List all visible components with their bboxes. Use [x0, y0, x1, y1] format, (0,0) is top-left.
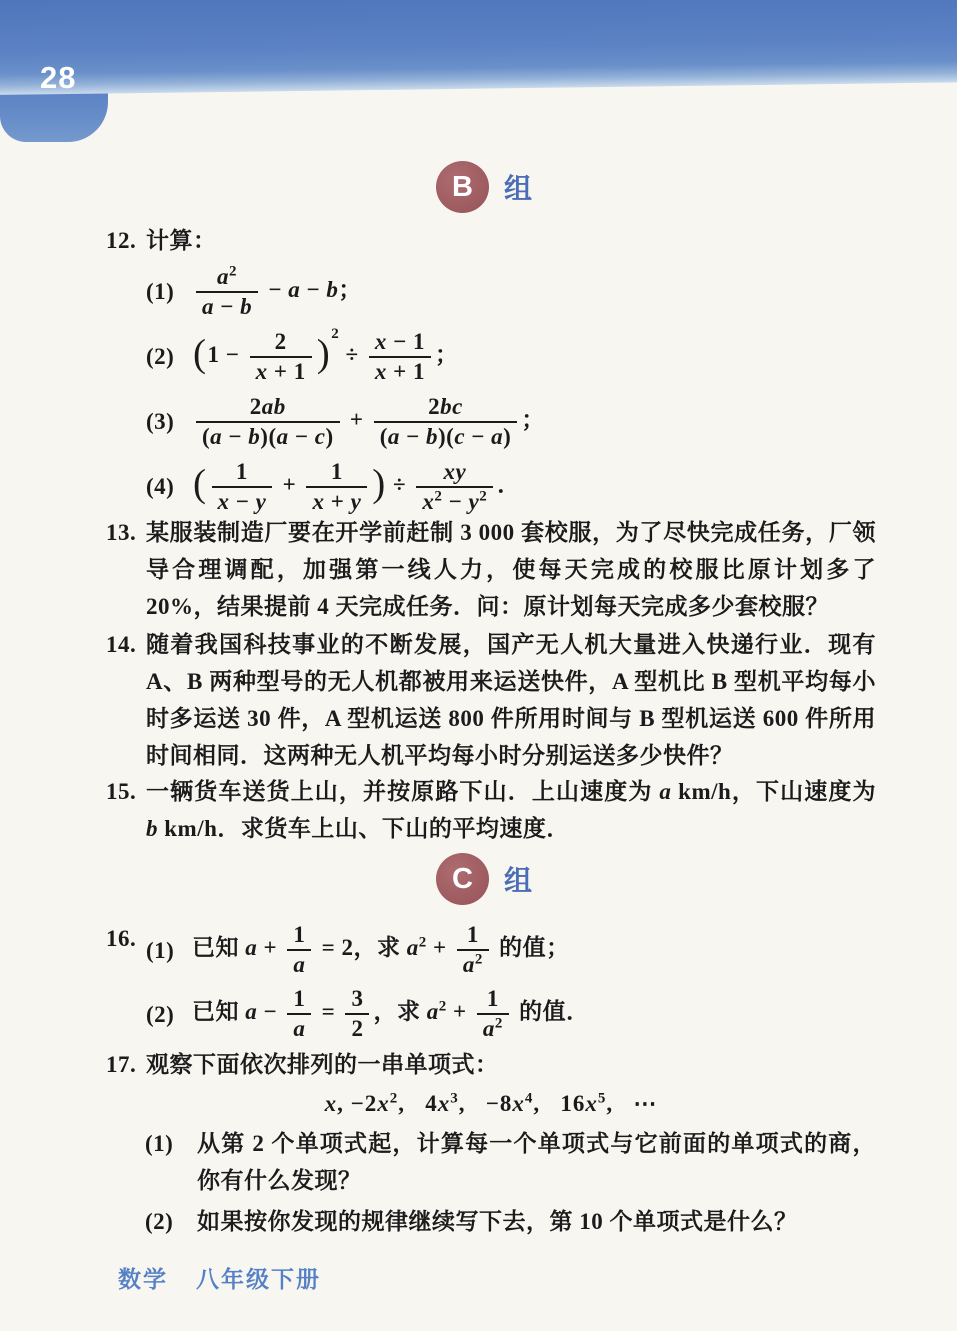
problem-16-number: 16. [106, 926, 137, 951]
problem-14 [106, 626, 876, 774]
item-label: (3) [146, 409, 175, 434]
item-label: (2) [145, 1209, 174, 1234]
item-label: (2) [146, 1001, 175, 1027]
section-b-badge [436, 161, 532, 213]
problem-17-intro: 观察下面依次排列的一串单项式： [146, 1052, 499, 1077]
section-c-circle-icon: C [436, 853, 489, 905]
math-item [146, 454, 876, 519]
problem-12-title: 计算： [146, 228, 217, 253]
math-expression: ( $\frac{1}{x - y}$ + $\frac{1}{x + y}$ ) ÷ $\frac{xy}{x^2 - y^2}$ ． [193, 458, 521, 514]
subitem-2-text: 如果按你发现的规律继续写下去，第 10 个单项式是什么？ [197, 1209, 798, 1234]
problem-15-number: 15. [106, 779, 137, 804]
header-band [0, 0, 957, 95]
page-number: 28 [40, 60, 77, 95]
page-footer [118, 1261, 321, 1294]
math-item [146, 984, 876, 1044]
section-b-label: 组 [504, 174, 533, 205]
item-label: (4) [146, 474, 175, 499]
problem-13-text: 某服装制造厂要在开学前赶制 3 000 套校服，为了尽快完成任务，厂领导合理调配，加强第一线人力，使每天完成的校服比原计划多了 20%，结果提前 4 天完成任务．问：原计划每天完成多少套校服？ [146, 520, 876, 619]
problem-13 [106, 514, 876, 625]
problem-16 [106, 920, 876, 1044]
section-c-label: 组 [504, 866, 533, 897]
problem-17 [106, 1046, 876, 1240]
footer-subject: 数学 [118, 1267, 168, 1292]
math-expression: (1 − $\frac{2}{x + 1}$ )$^2$ ÷ $\frac{x - 1}{x + 1}$ ； [193, 325, 459, 384]
subitem-1 [145, 1125, 876, 1199]
math-item [146, 324, 876, 389]
footer-volume: 八年级下册 [196, 1267, 321, 1292]
math-expression: 已知 a − $\frac{1}{a}$ = $\frac{3}{2}$ ，求 $a^2$ + $\frac{1}{a^2}$ 的值． [192, 986, 590, 1041]
problem-15 [106, 773, 876, 847]
section-b-circle-icon: B [436, 161, 489, 213]
problem-14-text: 随着我国科技事业的不断发展，国产无人机大量进入快递行业．现有 A、B 两种型号的无人机都被用来运送快件，A 型机比 B 型机平均每小时多运送 30 件，A 型机运送 800 件所用时间与 B 型机运送 600 件所用时间相同．这两种无人机平均每小时分别运送多少快件？ [146, 632, 876, 768]
problem-12 [106, 222, 876, 519]
monomial-sequence: x, $-2x^2$, $4x^3$, $-8x^4$, $16x^5$, ⋯ [324, 1090, 658, 1116]
problem-16-items [146, 920, 876, 1044]
math-expression: $\frac{a^2}{a - b}$ − a − b； [192, 264, 362, 320]
section-c-badge [436, 853, 532, 905]
math-item [146, 259, 876, 324]
problem-12-number: 12. [106, 228, 137, 253]
item-label: (1) [146, 937, 175, 963]
subitem-1-text: 从第 2 个单项式起，计算每一个单项式与它前面的单项式的商，你有什么发现？ [197, 1131, 876, 1193]
problem-14-number: 14. [106, 632, 137, 657]
math-expression: 已知 a + $\frac{1}{a}$ = 2，求 $a^2$ + $\frac{1}{a^2}$ 的值； [192, 922, 570, 977]
item-label: (1) [145, 1131, 174, 1156]
item-label: (2) [146, 344, 175, 369]
subitem-2 [145, 1203, 876, 1240]
problem-12-items [146, 259, 876, 519]
math-item [146, 389, 876, 454]
item-label: (1) [146, 279, 175, 304]
problem-17-number: 17. [106, 1052, 137, 1077]
problem-13-number: 13. [106, 520, 137, 545]
problem-15-text: 一辆货车送货上山，并按原路下山．上山速度为 a km/h，下山速度为 b km/h．求货车上山、下山的平均速度． [146, 779, 877, 841]
math-item [146, 920, 876, 980]
math-expression: $\frac{2ab}{(a - b)(a - c)}$ + $\frac{2bc}{(a - b)(c - a)}$ ； [192, 394, 545, 450]
